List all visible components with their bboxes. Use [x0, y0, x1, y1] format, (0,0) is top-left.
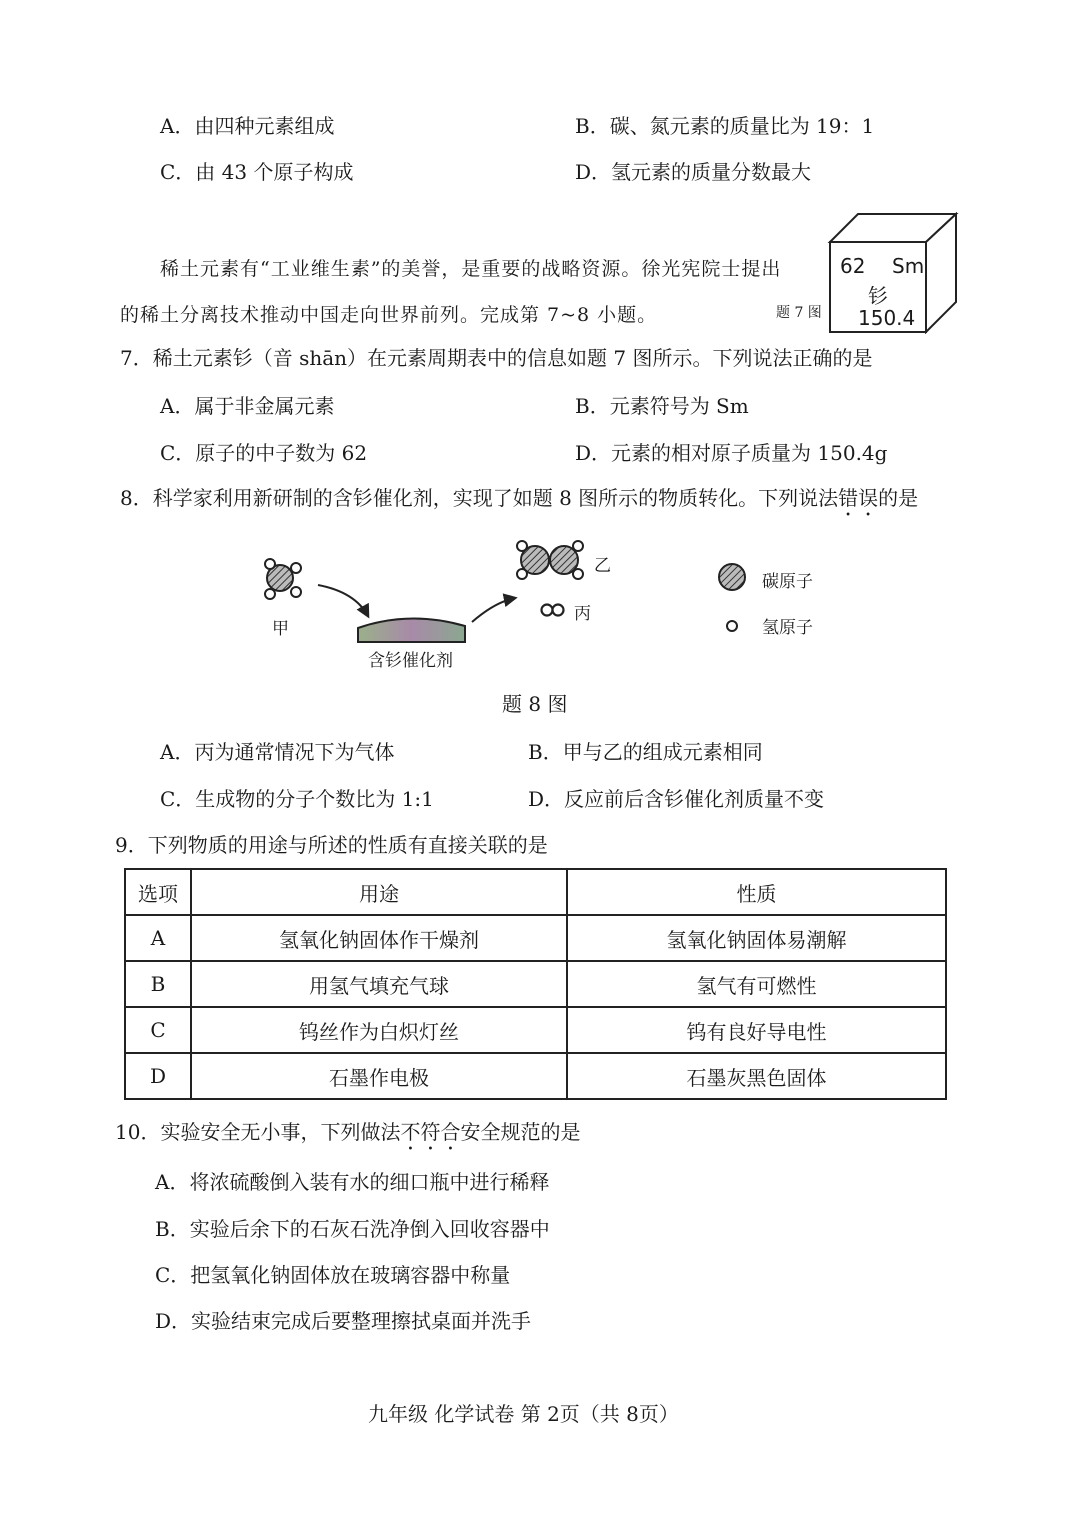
arrow-in — [318, 585, 368, 616]
q8-option-b: B．甲与乙的组成元素相同 — [528, 740, 763, 764]
table-cell: 用氢气填充气球 — [191, 961, 567, 1007]
q10-stem-emphasis: 不符合 — [400, 1120, 461, 1144]
q10-option-a: A．将浓硫酸倒入装有水的细口瓶中进行稀释 — [155, 1170, 550, 1194]
molecule-yi — [517, 541, 583, 579]
q7-option-a: A．属于非金属元素 — [160, 394, 335, 418]
legend-carbon-icon — [719, 564, 745, 590]
q10-option-d: D．实验结束完成后要整理擦拭桌面并洗手 — [155, 1309, 532, 1333]
table-row — [125, 961, 946, 1007]
label-bing: 丙 — [574, 604, 591, 624]
fig8-caption: 题 8 图 — [502, 692, 568, 716]
q7-option-d: D．元素的相对原子质量为 150.4g — [575, 441, 888, 465]
table-cell: C — [125, 1007, 191, 1053]
q6-option-a: A．由四种元素组成 — [160, 114, 335, 138]
q6-option-c: C．由 43 个原子构成 — [160, 160, 354, 184]
q8-reaction-diagram — [250, 530, 850, 680]
table-cell: 钨有良好导电性 — [567, 1007, 946, 1053]
q9-stem: 9．下列物质的用途与所述的性质有直接关联的是 — [115, 833, 548, 857]
q8-stem-after: 的是 — [878, 486, 919, 510]
label-jia: 甲 — [272, 619, 289, 639]
q8-option-a: A．丙为通常情况下为气体 — [160, 740, 395, 764]
table-cell: 氢气有可燃性 — [567, 961, 946, 1007]
label-catalyst: 含钐催化剂 — [368, 651, 453, 671]
q7-stem: 7．稀土元素钐（音 shān）在元素周期表中的信息如题 7 图所示。下列说法正确的是 — [120, 346, 873, 370]
q10-stem — [115, 1120, 580, 1155]
catalyst-shape — [358, 618, 465, 642]
table-row — [125, 915, 946, 961]
q10-option-b: B．实验后余下的石灰石洗净倒入回收容器中 — [155, 1217, 550, 1241]
label-yi: 乙 — [594, 556, 611, 576]
molecule-jia — [265, 559, 301, 599]
table-cell: 钨丝作为白炽灯丝 — [191, 1007, 567, 1053]
fig7-caption: 题 7 图 — [776, 305, 822, 321]
table-header: 选项 — [125, 869, 191, 915]
legend-hydrogen-icon — [727, 621, 737, 631]
q7-option-c: C．原子的中子数为 62 — [160, 441, 368, 465]
arrow-out — [472, 598, 515, 622]
table-cell: D — [125, 1053, 191, 1099]
passage-line-1: 稀土元素有“工业维生素”的美誉，是重要的战略资源。徐光宪院士提出 — [160, 258, 782, 280]
q8-stem-before: 8．科学家利用新研制的含钐催化剂，实现了如题 8 图所示的物质转化。下列说法 — [120, 486, 839, 510]
table-cell: 石墨灰黑色固体 — [567, 1053, 946, 1099]
table-header: 性质 — [567, 869, 946, 915]
legend-carbon-label: 碳原子 — [762, 572, 813, 592]
legend-hydrogen-label: 氢原子 — [762, 618, 813, 638]
q8-option-d: D．反应前后含钐催化剂质量不变 — [528, 787, 825, 811]
q10-stem-after: 安全规范的是 — [460, 1120, 581, 1144]
table-cell: B — [125, 961, 191, 1007]
element-card — [826, 212, 960, 334]
element-symbol: Sm — [892, 254, 925, 278]
q10-stem-before: 10．实验安全无小事，下列做法 — [115, 1120, 401, 1144]
table-cell: 氢氧化钠固体易潮解 — [567, 915, 946, 961]
q9-table — [124, 868, 947, 1100]
q6-option-d: D．氢元素的质量分数最大 — [575, 160, 812, 184]
q10-option-c: C．把氢氧化钠固体放在玻璃容器中称量 — [155, 1263, 511, 1287]
table-header-row — [125, 869, 946, 915]
element-name: 钐 — [868, 284, 888, 308]
table-cell: 氢氧化钠固体作干燥剂 — [191, 915, 567, 961]
q8-stem — [120, 486, 918, 521]
table-cell: A — [125, 915, 191, 961]
table-row — [125, 1053, 946, 1099]
molecule-bing — [542, 605, 564, 616]
page-footer: 九年级 化学试卷 第 2页（共 8页） — [368, 1402, 679, 1426]
passage-line-2: 的稀土分离技术推动中国走向世界前列。完成第 7~8 小题。 — [120, 304, 658, 326]
q8-option-c: C．生成物的分子个数比为 1:1 — [160, 787, 434, 811]
element-mass: 150.4 — [858, 306, 916, 330]
q8-stem-emphasis: 错误 — [838, 486, 879, 510]
q6-option-b: B．碳、氮元素的质量比为 19：1 — [575, 114, 875, 138]
element-number: 62 — [840, 254, 866, 278]
table-cell: 石墨作电极 — [191, 1053, 567, 1099]
q7-option-b: B．元素符号为 Sm — [575, 394, 749, 418]
table-row — [125, 1007, 946, 1053]
table-header: 用途 — [191, 869, 567, 915]
